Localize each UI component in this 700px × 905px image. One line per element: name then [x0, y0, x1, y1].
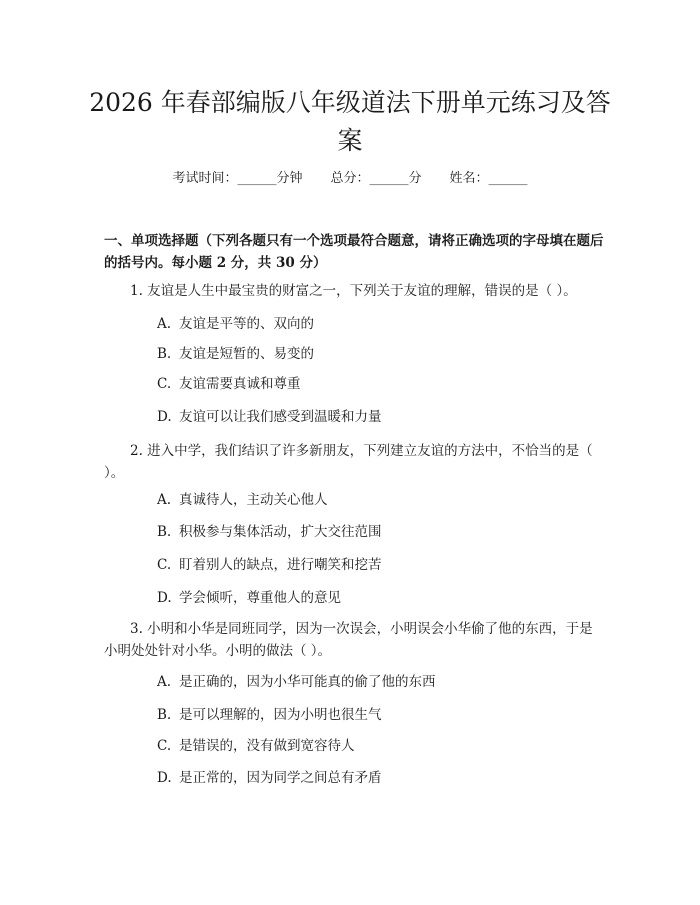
question-2-option-d [157, 588, 597, 608]
option-text: 友谊需要真诚和尊重 [179, 376, 301, 392]
option-letter: A. [157, 316, 172, 332]
option-text: 友谊可以让我们感受到温暖和力量 [179, 409, 382, 425]
option-text: 学会倾听，尊重他人的意见 [179, 590, 341, 606]
question-3-option-c [157, 736, 597, 756]
option-letter: D. [157, 590, 172, 606]
option-letter: B. [157, 524, 172, 540]
exam-info [0, 170, 700, 188]
option-text: 是错误的，没有做到宽容待人 [179, 738, 355, 754]
section-heading: 一、单项选择题（下列各题只有一个选项最符合题意，请将正确选项的字母填在题后的括号内。每小题 2 分，共 30 分） [104, 233, 604, 271]
question-2-stem: 2. 进入中学，我们结识了许多新朋友，下列建立友谊的方法中，不恰当的是（ ）。 [104, 443, 593, 481]
question-2-option-a [157, 490, 597, 510]
question-1-stem: 1. 友谊是人生中最宝贵的财富之一，下列关于友谊的理解，错误的是（ ）。 [130, 283, 577, 299]
option-text: 盯着别人的缺点，进行嘲笑和挖苦 [179, 557, 382, 573]
student-name-field: 姓名：______ [449, 171, 528, 186]
question-3-option-a [157, 672, 597, 692]
option-letter: B. [157, 346, 172, 362]
option-letter: B. [157, 707, 172, 723]
question-1-option-c [157, 374, 597, 394]
question-2-option-b [157, 522, 597, 542]
option-letter: A. [157, 492, 172, 508]
question-3-option-d [157, 768, 597, 788]
option-text: 是可以理解的，因为小明也很生气 [179, 707, 382, 723]
option-letter: D. [157, 770, 172, 786]
option-letter: A. [157, 674, 172, 690]
page-title: 2026 年春部编版八年级道法下册单元练习及答案 [89, 88, 611, 155]
question-2-option-c [157, 555, 597, 575]
question-1-option-d [157, 407, 597, 427]
question-1-option-b [157, 344, 597, 364]
option-text: 真诚待人，主动关心他人 [179, 492, 328, 508]
option-text: 积极参与集体活动，扩大交往范围 [179, 524, 382, 540]
exam-time-field: 考试时间：______分钟 [172, 171, 303, 186]
option-text: 是正常的，因为同学之间总有矛盾 [179, 770, 382, 786]
option-letter: C. [157, 376, 172, 392]
option-letter: C. [157, 557, 172, 573]
question-3-stem: 3. 小明和小华是同班同学，因为一次误会，小明误会小华偷了他的东西，于是小明处处针对小华。小明的做法（ ）。 [104, 621, 593, 659]
option-text: 友谊是短暂的、易变的 [179, 346, 314, 362]
option-text: 是正确的，因为小华可能真的偷了他的东西 [179, 674, 436, 690]
option-letter: D. [157, 409, 172, 425]
total-score-field: 总分：______分 [330, 171, 422, 186]
question-3-option-b [157, 705, 597, 725]
option-letter: C. [157, 738, 172, 754]
question-1-option-a [157, 314, 597, 334]
option-text: 友谊是平等的、双向的 [179, 316, 314, 332]
